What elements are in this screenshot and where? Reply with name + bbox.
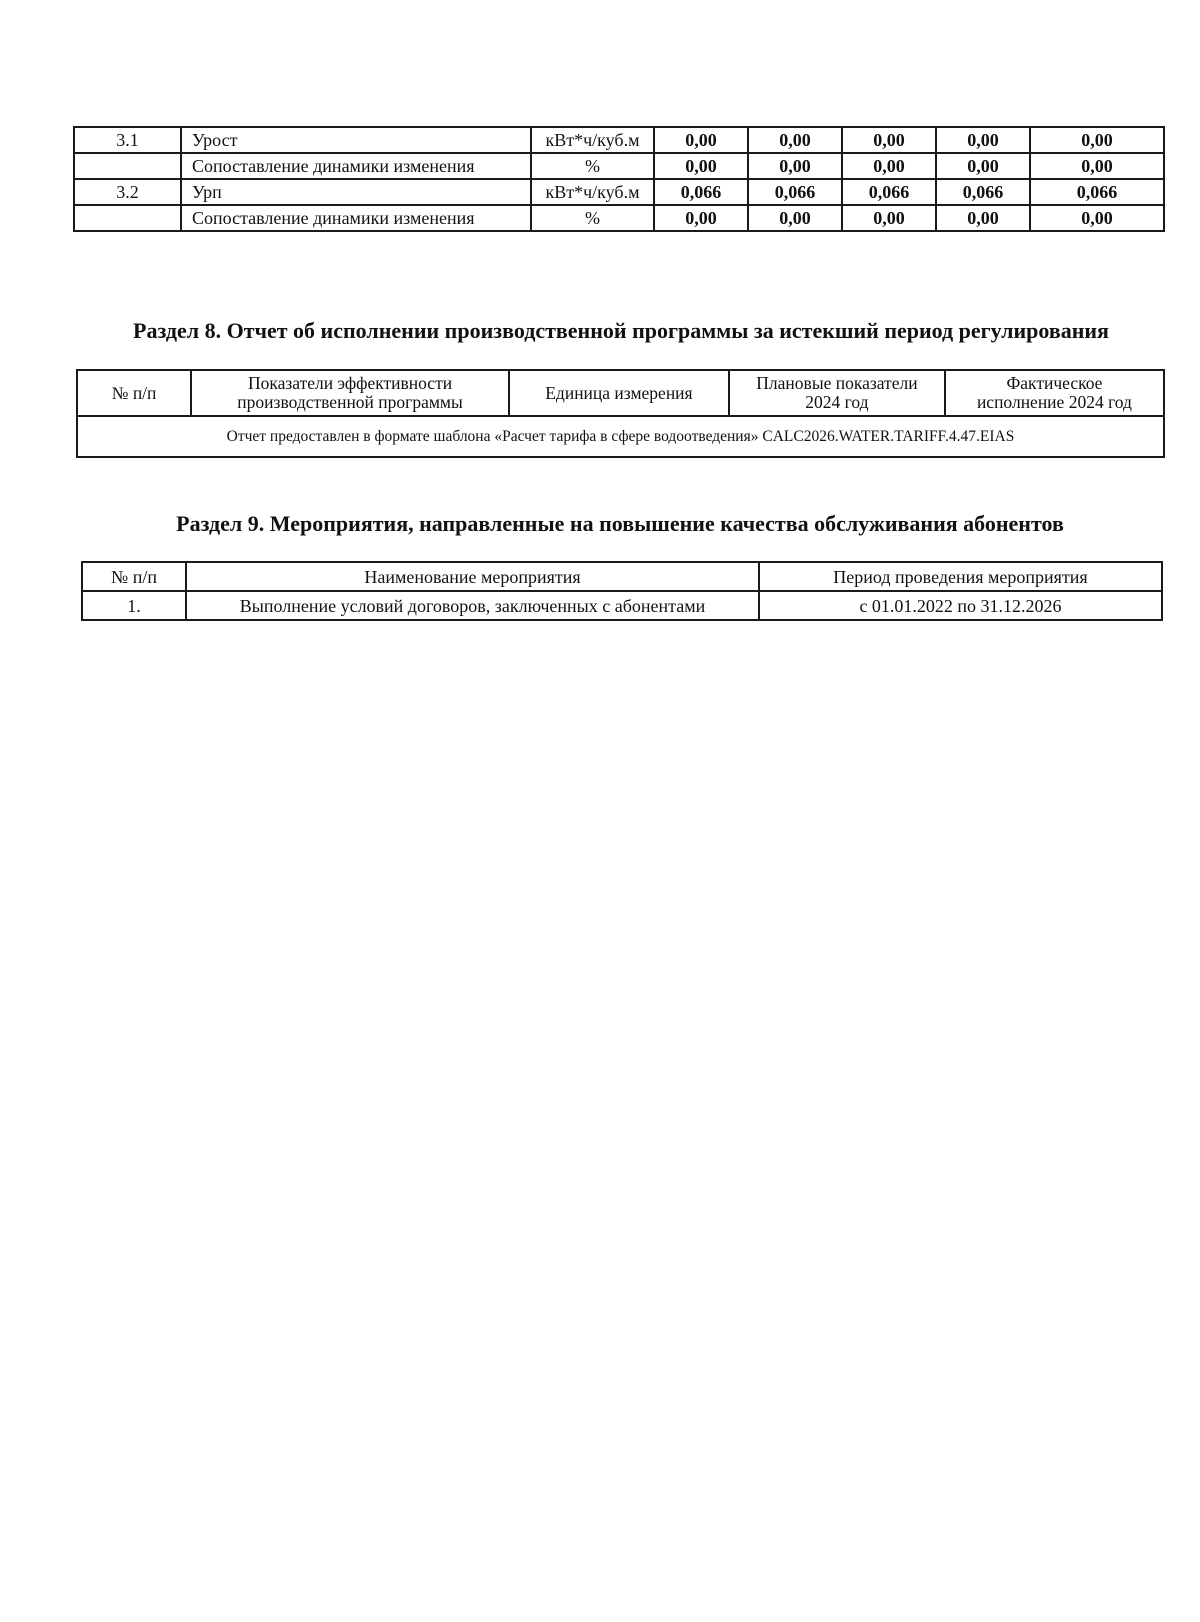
header-num: № п/п xyxy=(82,562,186,591)
header-indicators xyxy=(191,370,509,416)
header-planned-line1: Плановые показатели xyxy=(756,373,918,393)
header-indicators-line1: Показатели эффективности xyxy=(247,373,453,393)
value-cell: 0,00 xyxy=(654,153,748,179)
value-cell: 0,066 xyxy=(936,179,1030,205)
header-planned xyxy=(729,370,945,416)
value-cell: 0,00 xyxy=(748,127,842,153)
header-event-name: Наименование мероприятия xyxy=(186,562,759,591)
section8-note-row xyxy=(77,416,1164,457)
header-num: № п/п xyxy=(77,370,191,416)
value-cell: 0,066 xyxy=(748,179,842,205)
header-planned-line2: 2024 год xyxy=(805,392,869,412)
value-cell: 0,00 xyxy=(1030,153,1164,179)
table-row xyxy=(74,179,1164,205)
row-number: 3.1 xyxy=(74,127,181,153)
indicator-name: Сопоставление динамики изменения xyxy=(181,205,531,231)
table-row xyxy=(74,205,1164,231)
row-number: 1. xyxy=(82,591,186,620)
value-cell: 0,00 xyxy=(654,205,748,231)
row-number xyxy=(74,205,181,231)
section9-table-body xyxy=(82,562,1162,620)
header-actual-line2: исполнение 2024 год xyxy=(976,392,1132,412)
header-actual xyxy=(945,370,1164,416)
section8-header-row xyxy=(77,370,1164,416)
value-cell: 0,00 xyxy=(1030,127,1164,153)
value-cell: 0,066 xyxy=(654,179,748,205)
value-cell: 0,00 xyxy=(748,153,842,179)
section8-note: Отчет предоставлен в формате шаблона «Расчет тарифа в сфере водоотведения» CALC2026.WATER.TARIFF.4.47.EIAS xyxy=(77,416,1164,457)
section8-title: Раздел 8. Отчет об исполнении производственной программы за истекший период регулирования xyxy=(133,318,1109,343)
section8-table xyxy=(76,369,1165,458)
indicator-name: Урп xyxy=(181,179,531,205)
unit-cell: % xyxy=(531,205,654,231)
indicator-name: Сопоставление динамики изменения xyxy=(181,153,531,179)
indicators-table xyxy=(73,126,1165,232)
event-period: с 01.01.2022 по 31.12.2026 xyxy=(759,591,1162,620)
table-row xyxy=(74,153,1164,179)
unit-cell: кВт*ч/куб.м xyxy=(531,179,654,205)
unit-cell: % xyxy=(531,153,654,179)
value-cell: 0,00 xyxy=(1030,205,1164,231)
header-unit: Единица измерения xyxy=(509,370,729,416)
value-cell: 0,066 xyxy=(1030,179,1164,205)
section9-title: Раздел 9. Мероприятия, направленные на повышение качества обслуживания абонентов xyxy=(176,511,1064,536)
value-cell: 0,00 xyxy=(936,153,1030,179)
value-cell: 0,00 xyxy=(842,127,936,153)
value-cell: 0,00 xyxy=(748,205,842,231)
row-number xyxy=(74,153,181,179)
section9-table xyxy=(81,561,1163,621)
indicators-table-body xyxy=(74,127,1164,231)
header-actual-line1: Фактическое xyxy=(1006,373,1103,393)
value-cell: 0,00 xyxy=(654,127,748,153)
header-indicators-line2: производственной программы xyxy=(237,392,463,412)
section9-header-row xyxy=(82,562,1162,591)
unit-cell: кВт*ч/куб.м xyxy=(531,127,654,153)
row-number: 3.2 xyxy=(74,179,181,205)
value-cell: 0,00 xyxy=(842,153,936,179)
table-row xyxy=(82,591,1162,620)
value-cell: 0,00 xyxy=(936,127,1030,153)
table-row xyxy=(74,127,1164,153)
value-cell: 0,066 xyxy=(842,179,936,205)
value-cell: 0,00 xyxy=(936,205,1030,231)
value-cell: 0,00 xyxy=(842,205,936,231)
event-name: Выполнение условий договоров, заключенных с абонентами xyxy=(186,591,759,620)
header-period: Период проведения мероприятия xyxy=(759,562,1162,591)
indicator-name: Урост xyxy=(181,127,531,153)
